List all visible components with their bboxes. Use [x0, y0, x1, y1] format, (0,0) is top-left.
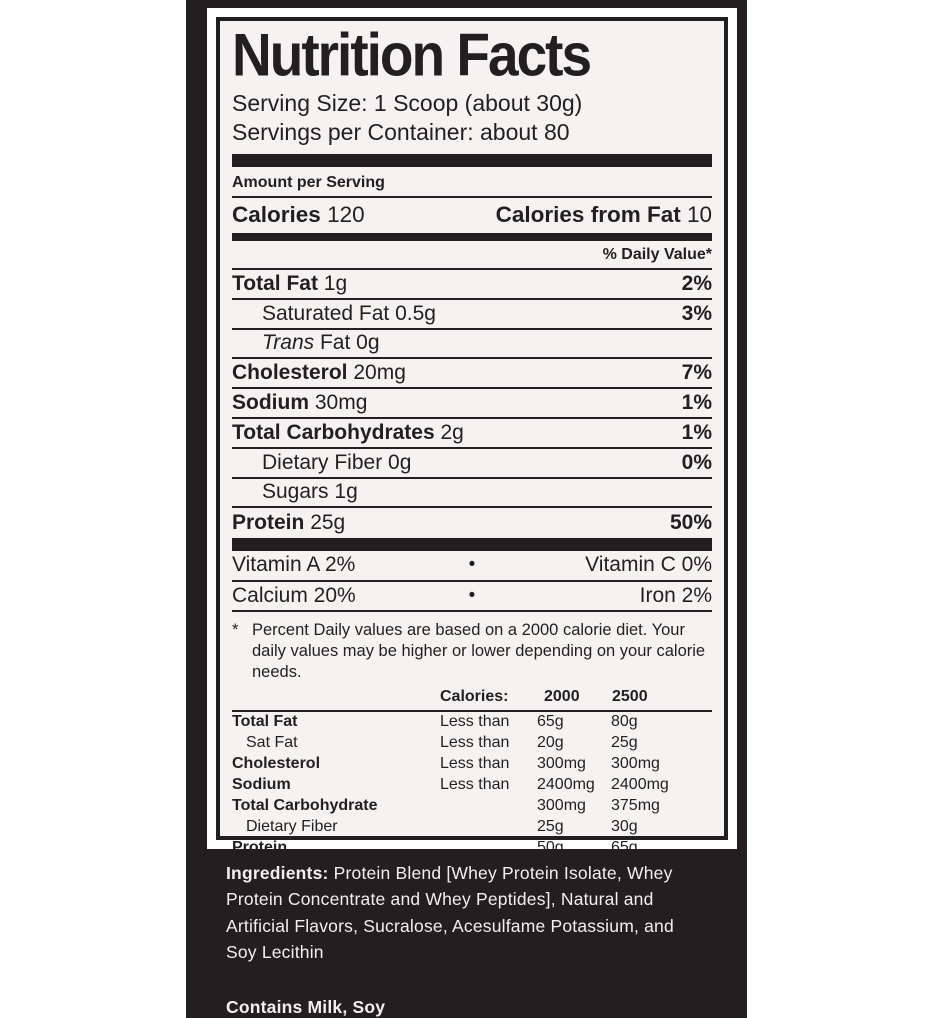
panel-title: Nutrition Facts [232, 20, 591, 89]
daily-value-footnote [232, 612, 712, 686]
ref-name: Total Carbohydrate [232, 796, 378, 814]
reference-row-dietary-fiber [232, 817, 712, 838]
footnote-text: Percent Daily values are based on a 2000 calorie diet. Your daily values may be higher or lower depending on your calorie needs. [252, 621, 706, 682]
ref-value-2500: 375mg [611, 796, 660, 814]
nutrient-row-total-fat [232, 270, 712, 300]
nutrient-name-amount [232, 511, 345, 535]
daily-value-header: % Daily Value* [232, 241, 712, 270]
nutrient-name: Cholesterol [232, 361, 348, 385]
ref-value-2500: 65g [611, 838, 638, 856]
amount-per-serving-label: Amount per Serving [232, 167, 712, 198]
divider-thick-top [232, 154, 712, 167]
nutrient-row-protein [232, 508, 712, 538]
serving-size: Serving Size: 1 Scoop (about 30g) [232, 90, 583, 116]
ref-qualifier: Less than [440, 713, 510, 731]
reference-row-sat-fat [232, 733, 712, 754]
ref-value-2000: 20g [537, 734, 564, 752]
ingredients-paragraph [226, 860, 694, 965]
nutrient-amount: 30mg [314, 391, 368, 415]
bullet-separator: • [468, 554, 476, 576]
header-2000: 2000 [544, 688, 580, 706]
nutrient-name-amount [232, 331, 380, 355]
header-spacer [232, 688, 440, 706]
ref-qualifier [440, 796, 537, 817]
calories-from-fat-value [496, 202, 712, 228]
nutrient-amount: 1g [323, 271, 348, 295]
calories-value [232, 202, 365, 228]
reference-row-sodium [232, 775, 712, 796]
servings-per-container: Servings per Container: about 80 [232, 118, 570, 145]
ingredients-text: Protein Blend [Whey Protein Isolate, Whey Protein Concentrate and Whey Peptides], Natural and Artificial Flavors, Sucralose, Acesulfame Potassium, and Soy Lecithin [226, 863, 674, 962]
nutrient-amount: 20mg [353, 361, 406, 385]
nutrient-name: Sugars [262, 480, 329, 504]
ref-qualifier: Less than [440, 775, 510, 793]
allergen-statement: Contains Milk, Soy [226, 997, 386, 1018]
ref-qualifier: Less than [440, 734, 510, 752]
ref-qualifier [440, 838, 537, 859]
iron-value: Iron 2% [639, 583, 712, 607]
nutrient-name: Protein [232, 511, 305, 535]
nutrient-name-amount [232, 480, 358, 504]
vitamin-c-value: Vitamin C 0% [585, 553, 712, 577]
calories-from-fat-number: 10 [686, 202, 712, 227]
nutrient-dv: 0% [681, 450, 712, 474]
calories-row [232, 198, 712, 233]
nutrient-row-dietary-fiber [232, 449, 712, 479]
header-calories: Calories: [440, 688, 509, 706]
nutrition-facts-border [216, 17, 728, 856]
divider-medium [232, 233, 712, 241]
nutrient-amount: 0.5g [395, 301, 436, 325]
nutrient-row-sodium [232, 389, 712, 419]
nutrient-name-amount [232, 391, 367, 415]
ref-value-2500: 2400mg [611, 775, 669, 793]
nutrient-amount: 0g [388, 450, 412, 474]
calories-number: 120 [327, 202, 365, 227]
ref-value-2000: 300mg [537, 754, 586, 772]
nutrient-name: Sodium [232, 391, 309, 415]
nutrient-dv: 3% [681, 301, 712, 325]
ref-value-2500: 25g [611, 734, 638, 752]
nutrient-row-total-carbohydrates [232, 419, 712, 449]
ref-name: Total Fat [232, 713, 298, 731]
micronutrient-row-minerals [232, 582, 712, 613]
ref-value-2000: 300mg [537, 796, 586, 814]
reference-row-total-fat [232, 712, 712, 733]
ref-name: Dietary Fiber [246, 817, 338, 835]
ingredients-label: Ingredients: [226, 863, 329, 883]
label-footer [226, 860, 694, 1018]
divider-thick-middle [232, 538, 712, 551]
nutrition-facts-panel [207, 8, 737, 856]
nutrient-row-trans-fat [232, 330, 712, 360]
micronutrient-row-vitamins [232, 551, 712, 582]
ref-value-2500: 300mg [611, 754, 660, 772]
ref-value-2000: 25g [537, 817, 564, 835]
reference-row-protein [232, 838, 712, 859]
ref-qualifier [440, 817, 537, 838]
nutrient-name-amount [232, 361, 406, 385]
nutrient-row-cholesterol [232, 359, 712, 389]
nutrient-name-amount [232, 421, 464, 445]
footnote-asterisk: * [232, 621, 239, 640]
nutrient-name-amount [232, 272, 347, 296]
nutrient-name-amount [232, 302, 436, 326]
ref-value-2000: 65g [537, 713, 564, 731]
nutrient-amount: 25g [310, 511, 346, 535]
ref-value-2500: 30g [611, 817, 638, 835]
header-2500: 2500 [612, 688, 648, 706]
nutrient-name: Total Fat [232, 271, 318, 295]
nutrient-name: Total Carbohydrates [232, 420, 435, 444]
nutrient-dv: 2% [681, 271, 712, 295]
bullet-separator: • [468, 584, 476, 606]
nutrient-amount: 1g [334, 480, 358, 504]
nutrient-amount: 2g [440, 420, 464, 444]
ref-name: Sat Fat [246, 734, 298, 752]
nutrient-row-sugars [232, 479, 712, 509]
reference-table-header [232, 686, 712, 712]
nutrient-amount: 0g [356, 331, 380, 355]
ref-value-2500: 80g [611, 713, 638, 731]
nutrient-name: Dietary Fiber [262, 450, 383, 474]
nutrient-name: Saturated Fat [262, 301, 390, 325]
ref-name: Cholesterol [232, 754, 321, 772]
reference-values-table [232, 686, 712, 858]
ref-value-2000: 50g [537, 838, 564, 856]
ref-qualifier: Less than [440, 754, 510, 772]
vitamin-a-value: Vitamin A 2% [232, 553, 356, 577]
calories-from-fat-label: Calories from Fat [495, 202, 681, 227]
nutrient-name-italic: Trans [262, 331, 315, 355]
nutrient-dv: 1% [681, 391, 712, 415]
calcium-value: Calcium 20% [232, 583, 356, 607]
nutrient-dv: 50% [669, 511, 712, 535]
ref-value-2000: 2400mg [537, 775, 595, 793]
nutrient-name-amount [232, 451, 411, 475]
calories-label: Calories [232, 202, 321, 227]
reference-row-cholesterol [232, 754, 712, 775]
nutrient-dv: 1% [681, 420, 712, 444]
ref-name: Protein [232, 838, 288, 856]
ref-name: Sodium [232, 775, 291, 793]
nutrient-row-saturated-fat [232, 300, 712, 330]
nutrient-dv: 7% [681, 361, 712, 385]
reference-row-total-carbohydrate [232, 796, 712, 817]
nutrient-name: Fat [319, 331, 351, 355]
